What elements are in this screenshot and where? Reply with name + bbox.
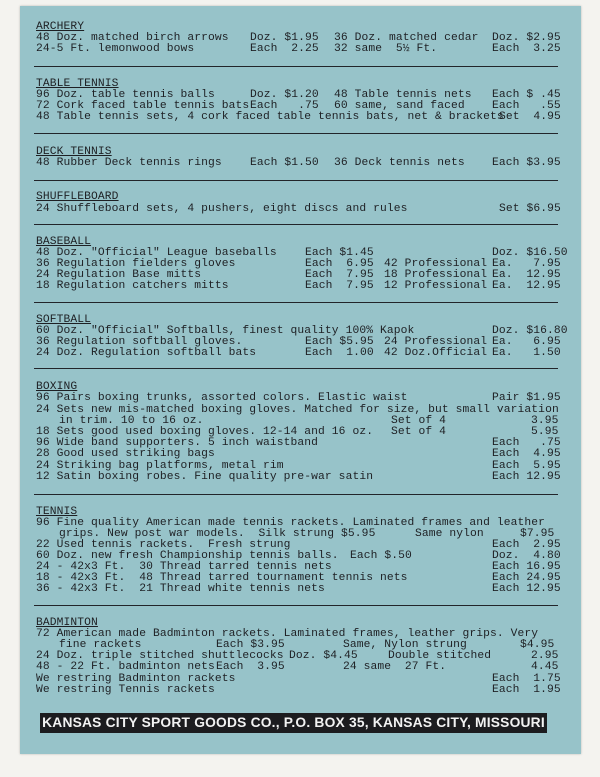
section-title: TENNIS [36, 506, 78, 518]
list-item: 24 Doz. triple stitched shuttlecocks Doz. $4.45 Double stitched 2.95 [36, 650, 559, 662]
section-title: SOFTBALL [36, 314, 92, 326]
list-item: 36 Regulation fielders gloves Each 6.95 42 Professional Ea. 7.95 [36, 258, 561, 270]
list-item: 24 Doz. Regulation softball bats Each 1.00 42 Doz.Official Ea. 1.50 [36, 347, 561, 359]
list-item: 48 Rubber Deck tennis rings Each $1.50 36 Deck tennis nets Each $3.95 [36, 157, 561, 169]
list-item: 48 Table tennis sets, 4 cork faced table tennis bats, net & brackets Set 4.95 [36, 111, 561, 123]
list-item: 96 Doz. table tennis balls Doz. $1.20 48 Table tennis nets Each $ .45 [36, 89, 561, 101]
list-item: We restring Badminton rackets Each 1.75 [36, 673, 561, 685]
section-table-tennis [0, 79, 600, 89]
list-item: 72 American made Badminton rackets. Laminated frames, leather grips. Very [36, 628, 539, 640]
section-softball [0, 315, 600, 325]
section-divider [34, 302, 558, 303]
section-baseball [0, 237, 600, 247]
section-title: BASEBALL [36, 236, 92, 248]
list-item: 18 - 42x3 Ft. 48 Thread tarred tournament tennis nets Each 24.95 [36, 572, 561, 584]
section-boxing [0, 382, 600, 392]
list-item: 72 Cork faced table tennis bats Each .75 60 same, sand faced Each .55 [36, 100, 561, 112]
section-title: SHUFFLEBOARD [36, 191, 119, 203]
list-item: 48 - 22 Ft. badminton nets Each 3.95 24 same 27 Ft. 4.45 [36, 661, 559, 673]
section-title: TABLE TENNIS [36, 78, 119, 90]
section-title: ARCHERY [36, 21, 85, 33]
section-divider [34, 224, 558, 225]
footer-banner: KANSAS CITY SPORT GOODS CO., P.O. BOX 35, KANSAS CITY, MISSOURI [40, 713, 547, 733]
section-shuffleboard [0, 192, 600, 202]
list-item: 12 Satin boxing robes. Fine quality pre-war satin Each 12.95 [36, 471, 561, 483]
list-item: in trim. 10 to 16 oz. Set of 4 3.95 [59, 415, 559, 427]
list-item: 36 - 42x3 Ft. 21 Thread white tennis nets Each 12.95 [36, 583, 561, 595]
list-item: 24 Sets new mis-matched boxing gloves. Matched for size, but small variation [36, 404, 559, 416]
list-item: 48 Doz. matched birch arrows Doz. $1.95 36 Doz. matched cedar Doz. $2.95 [36, 32, 561, 44]
section-tennis [0, 507, 600, 517]
list-item: grips. New post war models. Silk strung $5.95 Same nylon $7.95 [59, 528, 555, 540]
section-title: BOXING [36, 381, 78, 393]
list-item: 96 Fine quality American made tennis rackets. Laminated frames and leather [36, 517, 546, 529]
section-title: DECK TENNIS [36, 146, 112, 158]
section-divider [34, 368, 558, 369]
section-title: BADMINTON [36, 617, 98, 629]
section-archery [0, 22, 600, 32]
list-item: 96 Pairs boxing trunks, assorted colors. Elastic waist Pair $1.95 [36, 392, 561, 404]
list-item: 24 Striking bag platforms, metal rim Each 5.95 [36, 460, 561, 472]
list-item: 24 Regulation Base mitts Each 7.95 18 Professional Ea. 12.95 [36, 269, 561, 281]
list-item: 18 Regulation catchers mitts Each 7.95 12 Professional Ea. 12.95 [36, 280, 561, 292]
list-item: 24-5 Ft. lemonwood bows Each 2.25 32 same 5½ Ft. Each 3.25 [36, 43, 561, 55]
list-item: We restring Tennis rackets Each 1.95 [36, 684, 561, 696]
list-item: 48 Doz. "Official" League baseballs Each $1.45 Doz. $16.50 [36, 247, 568, 259]
section-divider [34, 180, 558, 181]
section-divider [34, 605, 558, 606]
list-item: 36 Regulation softball gloves. Each $5.95 24 Professional Ea. 6.95 [36, 336, 561, 348]
list-item: 60 Doz. "Official" Softballs, finest quality 100% Kapok Doz. $16.80 [36, 325, 568, 337]
section-divider [34, 494, 558, 495]
list-item: 28 Good used striking bags Each 4.95 [36, 448, 561, 460]
list-item: 60 Doz. new fresh Championship tennis balls. Each $.50 Doz. 4.80 [36, 550, 561, 562]
list-item: 24 Shuffleboard sets, 4 pushers, eight discs and rules Set $6.95 [36, 203, 561, 215]
section-divider [34, 133, 558, 134]
list-item: 18 Sets good used boxing gloves. 12-14 and 16 oz. Set of 4 5.95 [36, 426, 559, 438]
list-item: 24 - 42x3 Ft. 30 Thread tarred tennis nets Each 16.95 [36, 561, 561, 573]
section-deck-tennis [0, 147, 600, 157]
list-item: 96 Wide band supporters. 5 inch waistband Each .75 [36, 437, 561, 449]
list-item: 22 Used tennis rackets. Fresh strung Each 2.95 [36, 539, 561, 551]
list-item: fine rackets Each $3.95 Same, Nylon strung $4.95 [59, 639, 555, 651]
section-divider [34, 66, 558, 67]
section-badminton [0, 618, 600, 628]
